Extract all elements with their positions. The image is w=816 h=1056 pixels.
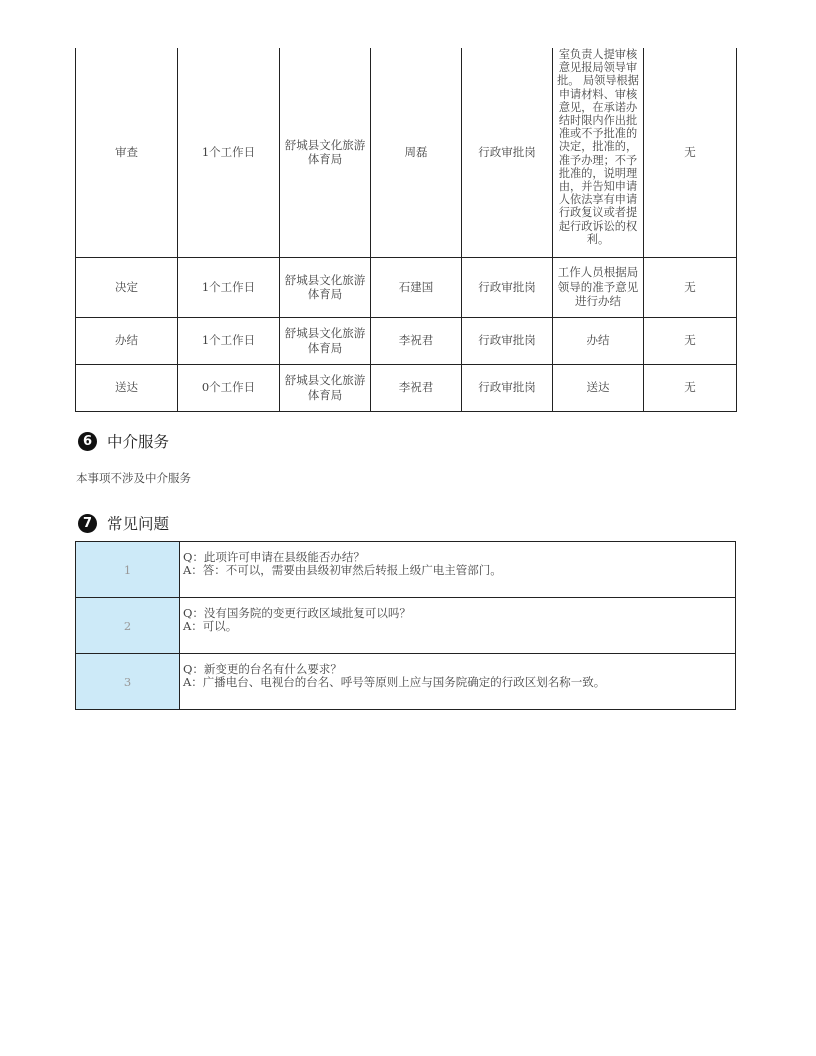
section-heading-faq <box>78 512 169 534</box>
process-remark: 无 <box>644 317 737 364</box>
process-time-limit: 1个工作日 <box>178 257 280 317</box>
process-person: 周磊 <box>371 48 462 257</box>
faq-row <box>76 654 736 710</box>
process-stage: 办结 <box>76 317 178 364</box>
process-row-decide <box>76 257 737 317</box>
process-department: 舒城县文化旅游体育局 <box>280 48 371 257</box>
process-department: 舒城县文化旅游体育局 <box>280 317 371 364</box>
number-6-icon: 6 <box>78 432 97 451</box>
number-7-icon: 7 <box>78 514 97 533</box>
faq-question: Q：此项许可申请在县级能否办结？ <box>183 550 365 564</box>
faq-row <box>76 598 736 654</box>
process-department: 舒城县文化旅游体育局 <box>280 364 371 411</box>
process-person: 石建国 <box>371 257 462 317</box>
process-row-complete <box>76 317 737 364</box>
process-stage: 审查 <box>76 48 178 257</box>
process-time-limit: 1个工作日 <box>178 317 280 364</box>
process-role: 行政审批岗 <box>462 257 553 317</box>
process-stage: 决定 <box>76 257 178 317</box>
process-person: 李祝君 <box>371 317 462 364</box>
faq-answer: A：广播电台、电视台的台名、呼号等原则上应与国务院确定的行政区划名称一致。 <box>183 675 606 689</box>
section-title: 常见问题 <box>107 515 170 533</box>
faq-question: Q：新变更的台名有什么要求？ <box>183 662 342 676</box>
process-remark: 无 <box>644 48 737 257</box>
process-remark: 无 <box>644 257 737 317</box>
process-description: 工作人员根据局领导的准予意见进行办结 <box>553 257 644 317</box>
process-remark: 无 <box>644 364 737 411</box>
faq-answer: A：答：不可以，需要由县级初审然后转报上级广电主管部门。 <box>183 563 502 577</box>
process-role: 行政审批岗 <box>462 317 553 364</box>
process-description: 办结 <box>553 317 644 364</box>
faq-content <box>180 542 736 598</box>
process-department: 舒城县文化旅游体育局 <box>280 257 371 317</box>
faq-number: 2 <box>76 598 180 654</box>
faq-row <box>76 542 736 598</box>
faq-content <box>180 654 736 710</box>
section-title: 中介服务 <box>107 433 170 451</box>
process-table <box>75 48 737 412</box>
process-row-deliver <box>76 364 737 411</box>
process-person: 李祝君 <box>371 364 462 411</box>
process-role: 行政审批岗 <box>462 364 553 411</box>
process-time-limit: 0个工作日 <box>178 364 280 411</box>
intermediary-note: 本事项不涉及中介服务 <box>76 471 191 485</box>
faq-number: 1 <box>76 542 180 598</box>
process-stage: 送达 <box>76 364 178 411</box>
faq-answer: A：可以。 <box>183 619 238 633</box>
faq-table <box>75 541 736 710</box>
faq-content <box>180 598 736 654</box>
process-description: 送达 <box>553 364 644 411</box>
process-role: 行政审批岗 <box>462 48 553 257</box>
section-heading-intermediary <box>78 430 169 452</box>
process-description: 室负责人提审核意见报局领导审批。 局领导根据申请材料、审核意见，在承诺办结时限内作出批准或不予批准的决定，批准的，准予办理；不予批准的，说明理由，并告知申请人依法享有申请行政复议或者提起行政诉讼的权利。 <box>553 48 644 257</box>
process-row-review <box>76 48 737 257</box>
process-time-limit: 1个工作日 <box>178 48 280 257</box>
faq-number: 3 <box>76 654 180 710</box>
faq-question: Q：没有国务院的变更行政区域批复可以吗？ <box>183 606 411 620</box>
